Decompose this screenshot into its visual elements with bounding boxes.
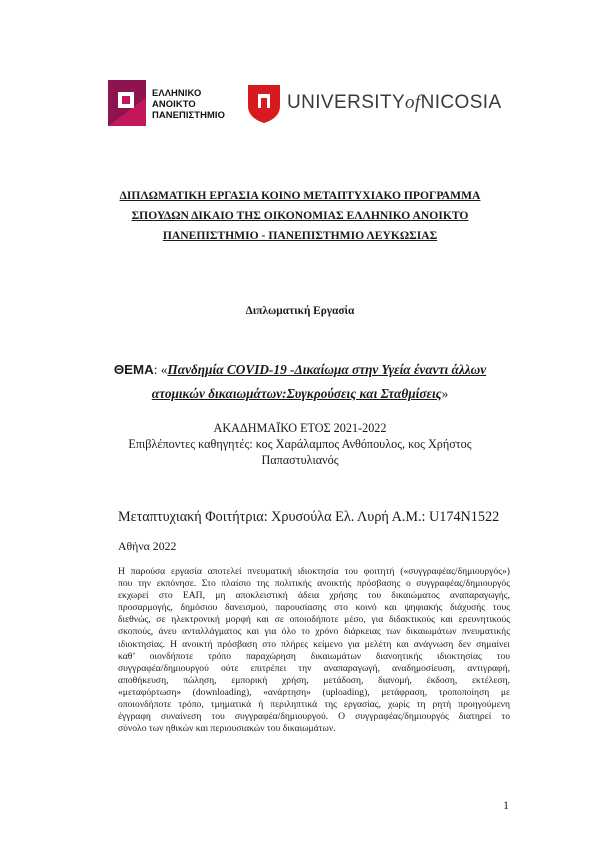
- eap-logo: [106, 78, 230, 128]
- subject-open-quote: : «: [153, 362, 168, 377]
- notice-line: συγγραφέα/δημιουργού ούτε επιτρέπει την αναπαραγωγή, αναδημοσίευση, αντιγραφή,: [118, 662, 510, 674]
- unic-logo-nicosia: NICOSIA: [420, 92, 502, 113]
- notice-line: σκοπούς, άνευ ανταλλάγματος και για όλο το χρόνο διάρκειας των δικαιωμάτων πνευματικής: [118, 626, 510, 638]
- academic-year: ΑΚΑΔΗΜΑΪΚΟ ΕΤΟΣ 2021-2022: [213, 421, 387, 435]
- notice-line: προσαρμογής, δημόσιου δανεισμού, παρουσίασης στο κοινό και ψηφιακής διάχυσής τους: [118, 602, 510, 614]
- subject-line-1: [88, 358, 512, 382]
- subject-line-2: [88, 382, 512, 406]
- program-title-line-2: ΣΠΟΥΔΩΝ ΔΙΚΑΙΟ ΤΗΣ ΟΙΚΟΝΟΜΙΑΣ ΕΛΛΗΝΙΚΟ ΑΝΟΙΚΤΟ: [131, 209, 469, 222]
- notice-line: διεθνώς, σε ηλεκτρονική μορφή και σε οποιοδήποτε μέσο, για διδακτικούς και ερευνητικούς: [118, 614, 510, 626]
- eap-logo-line-1: ΕΛΛΗΝΙΚΟ: [152, 87, 202, 98]
- eap-logo-text: [152, 87, 225, 120]
- supervisors-line-2: Παπαστυλιανός: [261, 453, 339, 467]
- notice-line: ιδιοκτησίας. Η ανοικτή πρόσβαση στο πλήρες κείμενο για μελέτη και ανάγνωση δεν σημαίνει: [118, 638, 510, 650]
- eap-logo-line-3: ΠΑΝΕΠΙΣΤΗΜΙΟ: [152, 109, 225, 120]
- copyright-notice: [118, 566, 510, 735]
- academic-info: [100, 420, 500, 468]
- subject-label: ΘΕΜΑ: [113, 362, 154, 377]
- notice-line: έγγραφη συναίνεση του συγγραφέα/δημιουργού. Ο συγγραφέας/δημιουργός διατηρεί το: [118, 711, 510, 723]
- program-title: [100, 186, 500, 246]
- notice-line: εκχωρεί στο ΕΑΠ, μη αποκλειστική άδεια χρήσης του δικαιώματος αναπαραγωγής,: [118, 590, 510, 602]
- document-type: Διπλωματική Εργασία: [245, 305, 355, 317]
- subject-title-part-1: Πανδημία COVID-19 -Δικαίωμα στην Υγεία έναντι άλλων: [167, 362, 487, 377]
- unic-logo: [247, 84, 502, 124]
- notice-line: Η παρούσα εργασία αποτελεί πνευματική ιδιοκτησία του φοιτητή («συγγραφέας/δημιουργός»): [118, 566, 510, 577]
- unic-logo-text: [287, 92, 502, 114]
- thesis-subject: [88, 358, 512, 406]
- student-info: Μεταπτυχιακή Φοιτήτρια: Χρυσούλα Ελ. Λυρή Α.Μ.: U174N1522: [118, 509, 500, 525]
- notice-line: σύνολο των ηθικών και περιουσιακών του δικαιωμάτων.: [118, 723, 336, 735]
- unic-logo-of: of: [405, 92, 421, 113]
- notice-line: «μεταφόρτωση» (downloading), «ανάρτηση» (uploading), μετάφραση, τροποποίηση με: [118, 686, 510, 698]
- notice-line: καθ’ οιονδήποτε τρόπο παραχώρηση δικαιωμάτων διανοητικής ιδιοκτησίας του: [118, 650, 510, 662]
- notice-line: αποθήκευση, πώληση, εμπορική χρήση, μετάδοση, διανομή, έκδοση, εκτέλεση,: [118, 674, 510, 686]
- page-number: 1: [503, 798, 509, 812]
- supervisors-line-1: Επιβλέποντες καθηγητές: κος Χαράλαμπος Ανθόπουλος, κος Χρήστος: [128, 437, 472, 451]
- subject-close-quote: »: [441, 386, 449, 401]
- eap-logo-line-2: ΑΝΟΙΚΤΟ: [152, 98, 196, 109]
- unic-logo-shield-icon: [247, 84, 281, 124]
- program-title-line-1: ΔΙΠΛΩΜΑΤΙΚΗ ΕΡΓΑΣΙΑ ΚΟΙΝΟ ΜΕΤΑΠΤΥΧΙΑΚΟ ΠΡΟΓΡΑΜΜΑ: [119, 189, 481, 202]
- eap-logo-mark-icon: [106, 78, 148, 128]
- unic-logo-university: UNIVERSITY: [287, 92, 406, 113]
- place-date: Αθήνα 2022: [118, 539, 177, 553]
- program-title-line-3: ΠΑΝΕΠΙΣΤΗΜΙΟ - ΠΑΝΕΠΙΣΤΗΜΙΟ ΛΕΥΚΩΣΙΑΣ: [162, 229, 438, 242]
- notice-line: οποιονδήποτε τρόπο, τμηματικά ή περιληπτικά της εργασίας, χωρίς τη ρητή προηγούμενη: [118, 699, 510, 711]
- subject-title-part-2: ατομικών δικαιωμάτων:Συγκρούσεις και Σταθμίσεις: [151, 386, 442, 401]
- notice-line: που την εκπόνησε. Στο πλαίσιο της πολιτικής ανοικτής πρόσβασης ο συγγραφέας/δημιουργός: [118, 578, 510, 590]
